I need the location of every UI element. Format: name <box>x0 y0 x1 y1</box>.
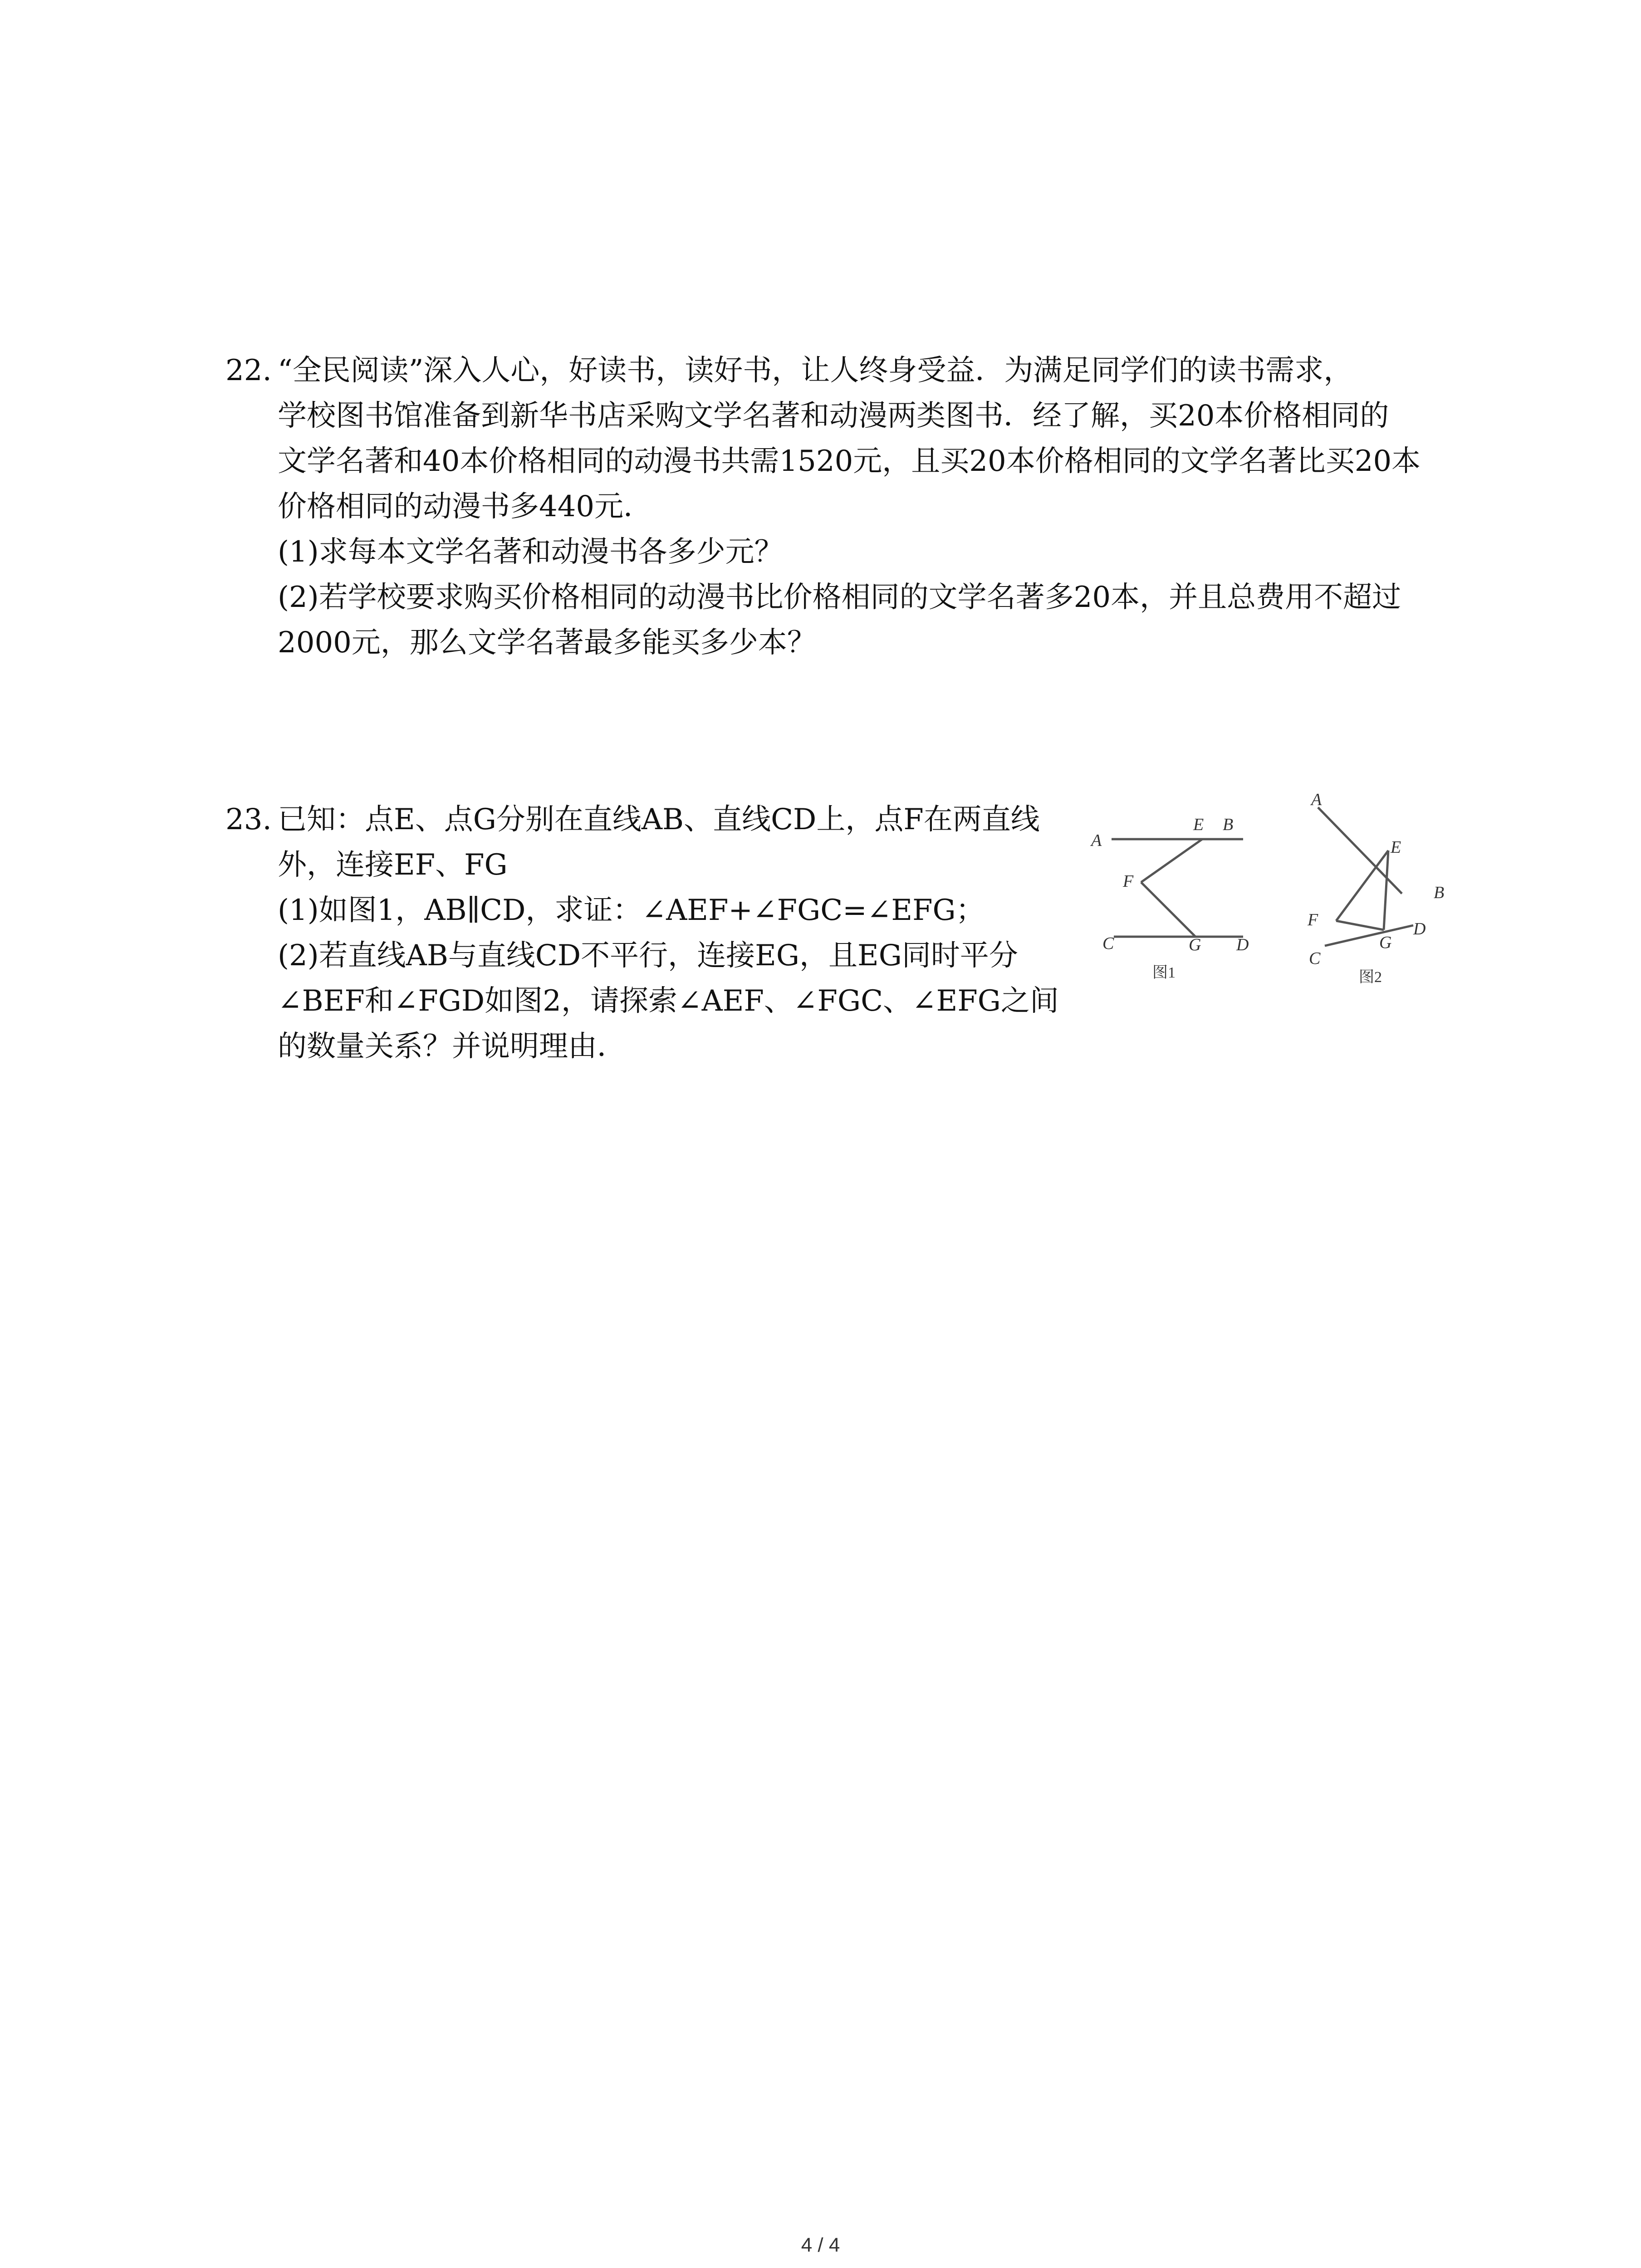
label-a: A <box>1311 790 1322 809</box>
question-text-line: 文学名著和40本价格相同的动漫书共需1520元，且买20本价格相同的文学名著比买20本 <box>278 445 1421 478</box>
label-e: E <box>1391 838 1401 857</box>
sub-question-2: (2)若直线AB与直线CD不平行，连接EG，且EG同时平分 <box>278 939 1018 973</box>
line-cd <box>1325 925 1413 946</box>
figure-1-caption: 图1 <box>1152 964 1176 981</box>
sub-question-2-cont: 的数量关系？并说明理由． <box>278 1030 626 1063</box>
label-g: G <box>1379 933 1392 952</box>
label-c: C <box>1309 949 1321 968</box>
page-number: 4 / 4 <box>801 2234 840 2256</box>
label-a: A <box>1091 831 1102 850</box>
label-d: D <box>1413 919 1426 938</box>
segment-ef <box>1336 850 1388 921</box>
sub-question-2: (2)若学校要求购买价格相同的动漫书比价格相同的文学名著多20本，并且总费用不超过 <box>278 581 1401 614</box>
label-b: B <box>1434 883 1445 902</box>
question-text-line: 学校图书馆准备到新华书店采购文学名著和动漫两类图书．经了解，买20本价格相同的 <box>278 399 1389 433</box>
sub-question-2-cont: ∠BEF和∠FGD如图2，请探索∠AEF、∠FGC、∠EFG之间 <box>278 984 1059 1018</box>
line-ab <box>1318 807 1402 894</box>
segment-eg <box>1384 850 1388 930</box>
question-number: 23. <box>225 803 272 836</box>
label-g: G <box>1189 935 1201 954</box>
segment-fg <box>1336 921 1384 930</box>
sub-question-1: (1)如图1，AB∥CD，求证：∠AEF+∠FGC=∠EFG； <box>278 894 985 927</box>
figure-2-diagram <box>1298 789 1470 989</box>
segment-fg <box>1141 882 1195 937</box>
segment-ef <box>1141 839 1202 882</box>
label-f: F <box>1123 872 1134 891</box>
figure-2-caption: 图2 <box>1359 969 1382 986</box>
label-f: F <box>1308 910 1318 929</box>
sub-question-2-cont: 2000元，那么文学名著最多能买多少本？ <box>278 626 816 660</box>
label-c: C <box>1102 934 1114 953</box>
question-text-line: 外，连接EF、FG <box>278 848 508 882</box>
figure-1-diagram <box>1084 807 1275 989</box>
label-d: D <box>1236 935 1249 954</box>
question-number: 22. <box>225 354 272 387</box>
question-text-line: 价格相同的动漫书多440元． <box>278 490 653 523</box>
label-e: E <box>1193 815 1204 834</box>
label-b: B <box>1223 815 1234 834</box>
question-text-line: 已知：点E、点G分别在直线AB、直线CD上，点F在两直线 <box>278 803 1040 836</box>
sub-question-1: (1)求每本文学名著和动漫书各多少元？ <box>278 535 784 569</box>
question-text-line: “全民阅读”深入人心，好读书，读好书，让人终身受益．为满足同学们的读书需求， <box>278 354 1353 387</box>
